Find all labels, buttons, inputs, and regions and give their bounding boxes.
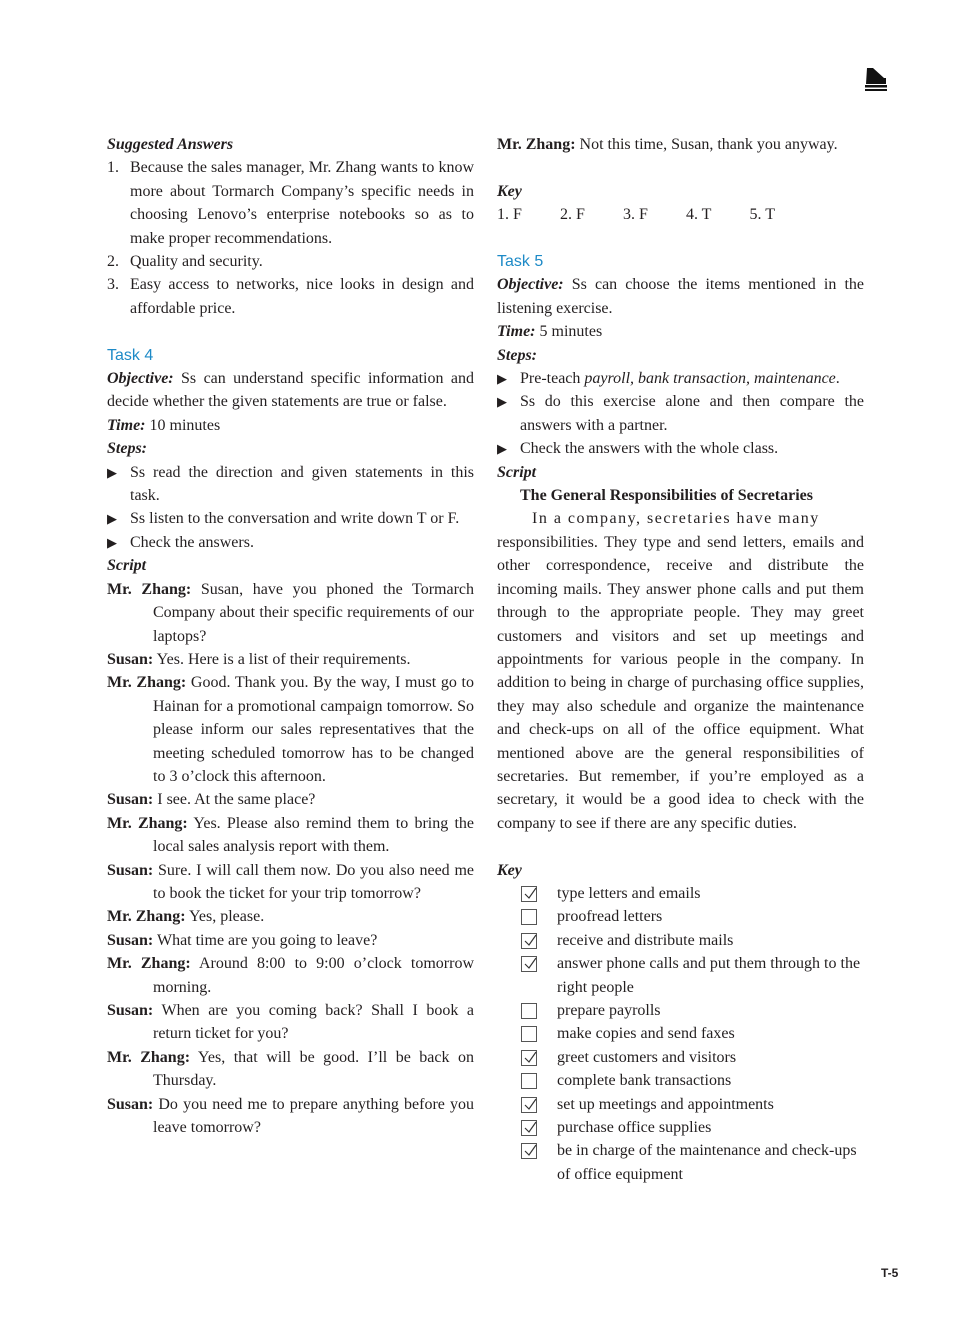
step-text: Check the answers.	[130, 533, 254, 551]
speaker: Susan:	[107, 931, 154, 949]
checked-box-icon	[521, 886, 537, 902]
step-item	[497, 390, 864, 437]
key-label: Key	[497, 861, 522, 879]
passage-title: The General Responsibilities of Secretaries	[520, 487, 813, 505]
checklist-text: type letters and emails	[557, 884, 701, 902]
checked-box-icon	[521, 933, 537, 949]
dialogue-line	[107, 929, 474, 952]
page-number: T-5	[881, 1266, 899, 1280]
line-text: Around 8:00 to 9:00 o’clock tomorrow morning.	[153, 955, 474, 996]
objective-label: Objective:	[107, 370, 174, 388]
checklist-item	[497, 1093, 864, 1116]
speaker: Mr. Zhang:	[107, 814, 188, 832]
objective-text: Ss can choose the items mentioned in the listening exercise.	[497, 276, 864, 317]
key-item: 1. F	[497, 206, 522, 224]
checklist-text: receive and distribute mails	[557, 931, 734, 949]
dialogue-line	[107, 788, 474, 811]
item-number: 2.	[107, 253, 119, 271]
checklist-item	[497, 882, 864, 905]
dialogue-line	[107, 905, 474, 928]
triangle-bullet-icon: ▶	[497, 371, 507, 387]
task4-title: Task 4	[107, 346, 154, 364]
speaker: Mr. Zhang:	[107, 908, 186, 926]
right-column	[497, 133, 864, 1186]
empty-box-icon	[521, 1073, 537, 1089]
line-text: Do you need me to prepare anything before you leave tomorrow?	[153, 1095, 474, 1137]
dialogue-line	[107, 671, 474, 788]
line-text: Sure. I will call them now. Do you also need me to book the ticket for your trip tomorrow?	[153, 861, 474, 902]
empty-box-icon	[521, 1003, 537, 1019]
step-item	[497, 437, 864, 460]
checked-box-icon	[521, 1050, 537, 1066]
answers-list	[107, 156, 474, 320]
checklist-text: answer phone calls and put them through to the right people	[557, 955, 861, 996]
step-text: Ss listen to the conversation and write down T or F.	[130, 510, 460, 528]
triangle-bullet-icon: ▶	[107, 534, 117, 550]
task5-time	[497, 320, 864, 343]
key-item: 3. F	[622, 206, 648, 224]
line-text: When are you coming back? Shall I book a return ticket for you?	[153, 1002, 474, 1043]
speaker: Mr. Zhang:	[107, 580, 192, 598]
list-item	[107, 250, 474, 273]
line-text: Yes, that will be good. I’ll be back on Thursday.	[153, 1048, 474, 1090]
triangle-bullet-icon: ▶	[497, 441, 507, 457]
checklist-item	[497, 905, 864, 928]
left-column	[107, 133, 474, 1139]
steps-label: Steps:	[107, 440, 147, 458]
dialogue-line	[107, 648, 474, 671]
triangle-bullet-icon: ▶	[497, 394, 507, 410]
list-item	[107, 156, 474, 250]
checklist-text: greet customers and visitors	[557, 1048, 737, 1066]
suggested-answers-heading: Suggested Answers	[107, 136, 234, 153]
triangle-bullet-icon: ▶	[107, 511, 117, 527]
line-text: Yes. Please also remind them to bring the local sales analysis report with them.	[153, 814, 474, 856]
step-prefix: Pre-teach	[520, 370, 585, 388]
step-item	[107, 461, 474, 508]
script-label: Script	[497, 463, 537, 481]
speaker: Susan:	[107, 861, 154, 879]
task4-time	[107, 414, 474, 437]
empty-box-icon	[521, 1026, 537, 1042]
speaker: Mr. Zhang:	[497, 136, 576, 153]
dialogue-line	[107, 812, 474, 859]
checked-box-icon	[521, 1143, 537, 1159]
checked-box-icon	[521, 1097, 537, 1113]
step-text: Check the answers with the whole class.	[520, 440, 779, 458]
speaker: Susan:	[107, 791, 154, 809]
line-text: Not this time, Susan, thank you anyway.	[575, 136, 838, 153]
checklist-item	[497, 1069, 864, 1092]
checklist-text: proofread letters	[557, 908, 663, 926]
speaker: Mr. Zhang:	[107, 1048, 191, 1066]
checklist-item	[497, 952, 864, 999]
checklist-text: be in charge of the maintenance and check-ups of office equipment	[557, 1142, 857, 1183]
step-suffix: .	[835, 370, 840, 388]
time-text: 5 minutes	[535, 323, 603, 341]
checked-box-icon	[521, 1120, 537, 1136]
item-number: 3.	[107, 276, 119, 294]
checklist-text: complete bank transactions	[557, 1072, 732, 1090]
step-item	[497, 367, 864, 390]
step-item	[107, 507, 474, 530]
checklist-text: purchase office supplies	[557, 1119, 712, 1137]
task5-title: Task 5	[497, 253, 544, 270]
checklist-item	[497, 1046, 864, 1069]
checklist-item	[497, 929, 864, 952]
checklist	[497, 882, 864, 1186]
triangle-bullet-icon: ▶	[107, 464, 117, 480]
line-text: What time are you going to leave?	[153, 931, 378, 949]
step-terms: payroll, bank transaction, maintenance	[584, 370, 836, 388]
dialogue-line	[497, 133, 864, 156]
dialogue-line	[107, 1093, 474, 1140]
dialogue-line	[107, 1046, 474, 1093]
line-text: I see. At the same place?	[153, 791, 316, 809]
task5-objective	[497, 273, 864, 320]
key-item: 4. T	[685, 206, 712, 224]
time-label: Time:	[497, 323, 536, 341]
line-text: Susan, have you phoned the Tormarch Company about their specific requirements of our laptops?	[153, 580, 475, 645]
checklist-item	[497, 1022, 864, 1045]
checklist-text: prepare payrolls	[557, 1001, 661, 1019]
checklist-item	[497, 999, 864, 1022]
dialogue-line	[107, 578, 474, 648]
speaker: Mr. Zhang:	[107, 674, 187, 692]
step-text	[520, 367, 864, 390]
item-text: Because the sales manager, Mr. Zhang wants to know more about Tormarch Company’s specific needs in choosing Lenovo’s enterprise notebooks so as to make proper recommendations.	[130, 159, 474, 247]
dialogue-line	[107, 859, 474, 906]
key-label: Key	[497, 182, 522, 200]
key-item: 2. F	[559, 206, 585, 224]
line-text: Yes. Here is a list of their requirements.	[153, 650, 411, 668]
empty-box-icon	[521, 909, 537, 925]
step-text: Ss read the direction and given statements in this task.	[130, 463, 474, 505]
key-item: 5. T	[749, 206, 775, 224]
step-item	[107, 531, 474, 554]
speaker: Mr. Zhang:	[107, 955, 191, 973]
script-label: Script	[107, 557, 147, 575]
item-number: 1.	[107, 159, 119, 177]
task4-key	[497, 203, 775, 226]
checklist-text: set up meetings and appointments	[557, 1095, 774, 1113]
checklist-item	[497, 1116, 864, 1139]
item-text: Quality and security.	[130, 253, 263, 271]
speaker: Susan:	[107, 650, 154, 668]
list-item	[107, 273, 474, 320]
line-text: Good. Thank you. By the way, I must go to Hainan for a promotional campaign tomorrow. So please inform our sales representatives that the meeting scheduled tomorrow has to be changed to 3 o’clock this afternoon.	[153, 674, 475, 785]
book-stack-icon	[862, 66, 890, 92]
time-label: Time:	[107, 416, 146, 434]
objective-text: Ss can understand specific information and decide whether the given statements are true or false.	[107, 370, 474, 411]
passage-first-line: In a company, secretaries have many	[532, 510, 820, 528]
checked-box-icon	[521, 956, 537, 972]
step-text: Ss do this exercise alone and then compare the answers with a partner.	[520, 393, 864, 434]
line-text: Yes, please.	[185, 908, 265, 926]
objective-label: Objective:	[497, 276, 564, 294]
checklist-text: make copies and send faxes	[557, 1025, 735, 1043]
speaker: Susan:	[107, 1095, 154, 1113]
checklist-item	[497, 1139, 864, 1186]
speaker: Susan:	[107, 1002, 154, 1020]
dialogue	[107, 578, 474, 1140]
dialogue-line	[107, 952, 474, 999]
passage-body: responsibilities. They type and send letters, emails and other correspondence, receive and distribute the incoming mails. They answer phone calls and put them through to the appropriate people. They may greet customers and visitors and set up meetings and appointments for various people in the company. In addition to being in charge of purchasing office supplies, they may also schedule and organize the maintenance and check-ups on all of the office equipment. What mentioned above are the general responsibilities of secretaries. But remember, if you’re employed as a secretary, it would be a good idea to check with the company to see if there are any specific duties.	[497, 533, 864, 832]
steps-label: Steps:	[497, 346, 537, 364]
time-text: 10 minutes	[145, 416, 221, 434]
dialogue-line	[107, 999, 474, 1046]
task4-objective	[107, 367, 474, 414]
item-text: Easy access to networks, nice looks in design and affordable price.	[130, 276, 474, 317]
